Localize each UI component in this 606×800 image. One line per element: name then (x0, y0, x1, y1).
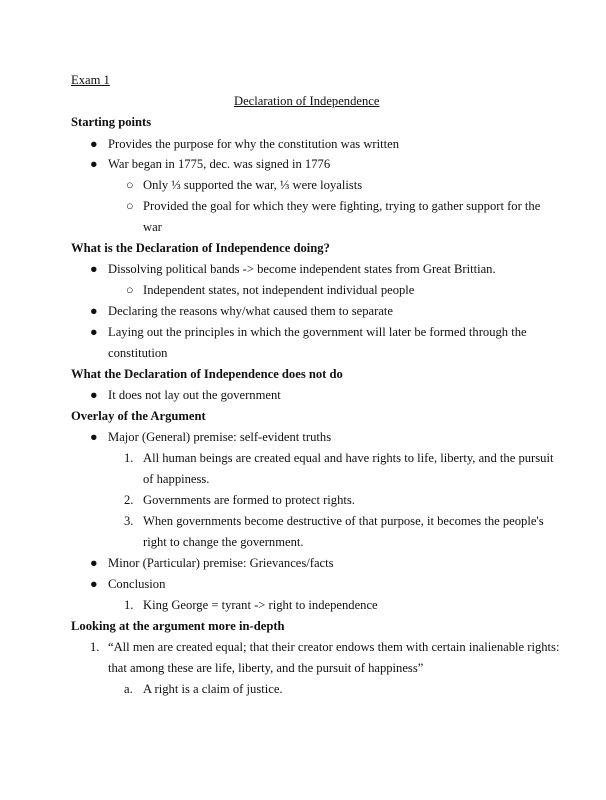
bullet-marker: ● (90, 325, 98, 339)
list-item: Minor (Particular) premise: Grievances/facts (108, 556, 334, 570)
circle-marker: ○ (126, 178, 134, 192)
numbered-item-continued: that among these are life, liberty, and the pursuit of happiness” (108, 661, 424, 675)
number-marker: 1. (124, 598, 134, 612)
circle-marker: ○ (126, 199, 134, 213)
list-item: Major (General) premise: self-evident truths (108, 430, 332, 444)
numbered-item: All human beings are created equal and have rights to life, liberty, and the pursuit (143, 451, 554, 465)
sub-list-item-continued: war (143, 220, 162, 234)
numbered-item: King George = tyrant -> right to independence (143, 598, 378, 612)
bullet-marker: ● (90, 388, 98, 402)
list-item: It does not lay out the government (108, 388, 281, 402)
number-marker: 1. (124, 451, 134, 465)
list-item: Conclusion (108, 577, 166, 591)
list-item: Provides the purpose for why the constitution was written (108, 137, 400, 151)
numbered-item: When governments become destructive of that purpose, it becomes the people's (143, 514, 544, 528)
list-item: Dissolving political bands -> become independent states from Great Brittian. (108, 262, 496, 276)
sub-list-item: Only ⅓ supported the war, ⅓ were loyalists (143, 178, 363, 192)
lettered-item: A right is a claim of justice. (143, 682, 283, 696)
list-item-continued: constitution (108, 346, 168, 360)
numbered-item: Governments are formed to protect rights. (143, 493, 355, 507)
list-item: War began in 1775, dec. was signed in 1776 (108, 157, 331, 171)
list-item: Declaring the reasons why/what caused them to separate (108, 304, 394, 318)
bullet-marker: ● (90, 137, 98, 151)
bullet-marker: ● (90, 556, 98, 570)
document-title: Declaration of Independence (234, 94, 380, 108)
sub-list-item: Independent states, not independent individual people (143, 283, 415, 297)
bullet-marker: ● (90, 304, 98, 318)
list-item: Laying out the principles in which the government will later be formed through the (108, 325, 527, 339)
number-marker: 1. (90, 640, 100, 654)
section-heading: Looking at the argument more in-depth (71, 619, 285, 633)
exam-label: Exam 1 (71, 73, 110, 87)
number-marker: 3. (124, 514, 134, 528)
section-heading: What the Declaration of Independence does not do (71, 367, 343, 381)
section-heading: Starting points (71, 115, 152, 129)
section-heading: What is the Declaration of Independence doing? (71, 241, 330, 255)
letter-marker: a. (124, 682, 133, 696)
numbered-item: “All men are created equal; that their creator endows them with certain inalienable rights: (108, 640, 560, 654)
numbered-item-continued: of happiness. (143, 472, 210, 486)
number-marker: 2. (124, 493, 134, 507)
bullet-marker: ● (90, 157, 98, 171)
sub-list-item: Provided the goal for which they were fighting, trying to gather support for the (143, 199, 541, 213)
section-heading: Overlay of the Argument (71, 409, 206, 423)
bullet-marker: ● (90, 577, 98, 591)
numbered-item-continued: right to change the government. (143, 535, 304, 549)
bullet-marker: ● (90, 430, 98, 444)
bullet-marker: ● (90, 262, 98, 276)
circle-marker: ○ (126, 283, 134, 297)
